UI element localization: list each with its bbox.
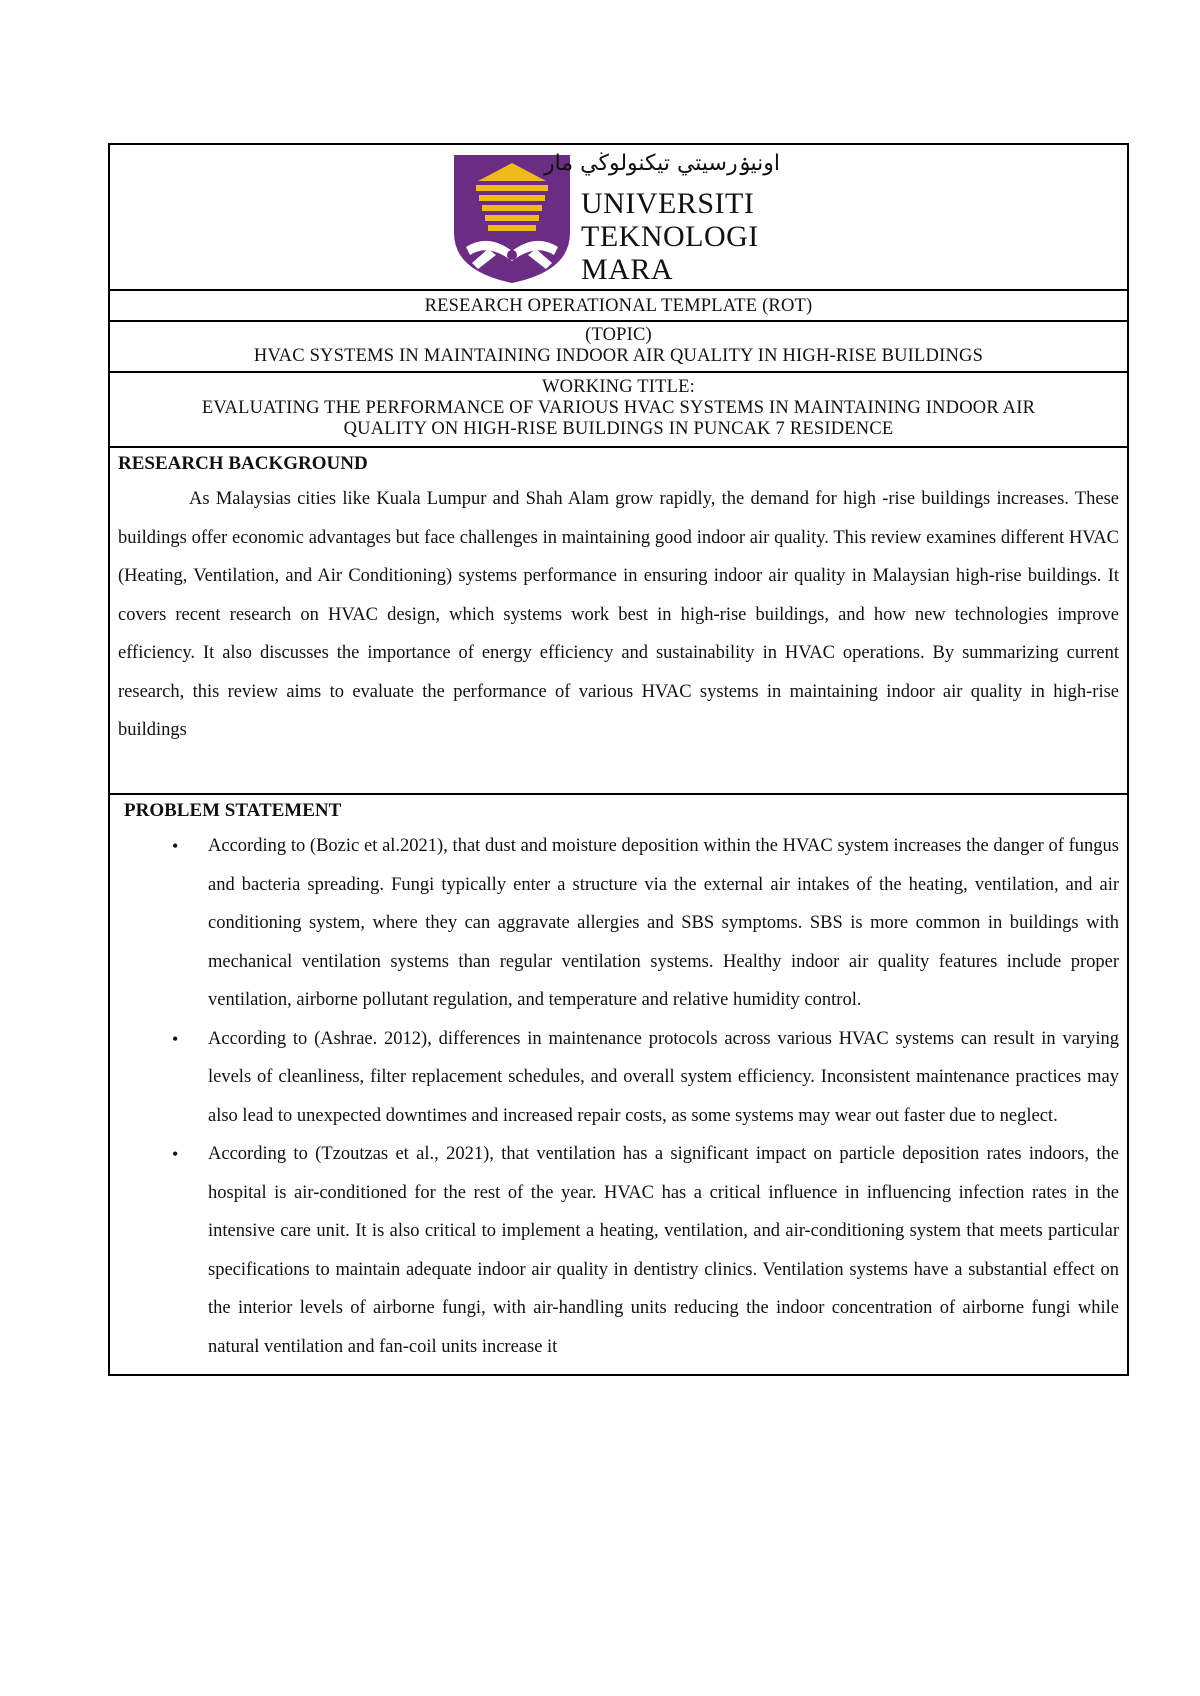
logo-line-3: MARA	[581, 253, 674, 286]
working-title-label: WORKING TITLE:	[542, 377, 695, 397]
logo-jawi-text: اونيۏرسيتي تيكنولوڬي مار	[544, 151, 780, 176]
template-title-cell	[109, 290, 1128, 321]
working-title-line-1: EVALUATING THE PERFORMANCE OF VARIOUS HVAC SYSTEMS IN MAINTAINING INDOOR AIR	[201, 398, 1036, 418]
bullet-icon: •	[172, 836, 179, 856]
bullet-icon: •	[172, 1144, 179, 1164]
research-background-cell	[109, 447, 1128, 794]
working-title-line-2: QUALITY ON HIGH-RISE BUILDINGS IN PUNCAK 7 RESIDENCE	[343, 419, 894, 439]
list-item	[124, 1020, 1119, 1136]
topic-label: (TOPIC)	[585, 325, 652, 345]
list-item	[124, 1135, 1119, 1366]
problem-statement-title: PROBLEM STATEMENT	[124, 800, 342, 821]
research-background-text: As Malaysias cities like Kuala Lumpur and Shah Alam grow rapidly, the demand for high -rise buildings increases. These buildings offer economic advantages but face challenges in maintaining good indoor air quality. This review examines different HVAC (Heating, Ventilation, and Air Conditioning) systems performance in ensuring indoor air quality in Malaysian high-rise buildings. It covers recent research on HVAC design, which systems work best in high-rise buildings, and how new technologies improve efficiency. It also discusses the importance of energy efficiency and sustainability in HVAC operations. By summarizing current research, this review aims to evaluate the performance of various HVAC systems in maintaining indoor air quality in high-rise buildings	[118, 489, 1119, 740]
template-title: RESEARCH OPERATIONAL TEMPLATE (ROT)	[424, 296, 813, 316]
problem-item-text: According to (Ashrae. 2012), differences in maintenance protocols across various HVAC systems can result in varying levels of cleanliness, filter replacement schedules, and overall system efficiency. Inconsistent maintenance practices may also lead to unexpected downtimes and increased repair costs, as some systems may wear out faster due to neglect.	[208, 1028, 1119, 1126]
rot-table	[108, 143, 1129, 1376]
logo-line-2: TEKNOLOGI	[581, 220, 759, 253]
problem-item-text: According to (Bozic et al.2021), that dust and moisture deposition within the HVAC system increases the danger of fungus and bacteria spreading. Fungi typically enter a structure via the external air intakes of the heating, ventilation, and air conditioning system, where they can aggravate allergies and SBS symptoms. SBS is more common in buildings with mechanical ventilation systems than regular ventilation systems. Healthy indoor air quality features include proper ventilation, airborne pollutant regulation, and temperature and relative humidity control.	[208, 836, 1119, 1010]
list-item	[124, 827, 1119, 1020]
research-background-title: RESEARCH BACKGROUND	[118, 453, 368, 474]
uitm-logo	[448, 151, 788, 285]
logo-wordmark	[581, 187, 759, 286]
problem-item-text: According to (Tzoutzas et al., 2021), that ventilation has a significant impact on particle deposition rates indoors, the hospital is air-conditioned for the rest of the year. HVAC has a critical influence in influencing infection rates in the intensive care unit. It is also critical to implement a heating, ventilation, and air-conditioning system that meets particular specifications to maintain adequate indoor air quality in dentistry clinics. Ventilation systems have a substantial effect on the interior levels of airborne fungi, with air-handling units reducing the indoor concentration of airborne fungi while natural ventilation and fan-coil units increase it	[208, 1144, 1119, 1357]
working-title-cell	[109, 372, 1128, 447]
bullet-icon: •	[172, 1028, 179, 1049]
problem-statement-list	[124, 827, 1119, 1366]
problem-statement-cell	[109, 794, 1128, 1375]
rot-document	[108, 143, 1129, 1376]
logo-cell	[109, 144, 1128, 290]
topic-cell	[109, 321, 1128, 372]
topic-text: HVAC SYSTEMS IN MAINTAINING INDOOR AIR QUALITY IN HIGH-RISE BUILDINGS	[253, 346, 984, 366]
logo-line-1: UNIVERSITI	[581, 187, 755, 220]
